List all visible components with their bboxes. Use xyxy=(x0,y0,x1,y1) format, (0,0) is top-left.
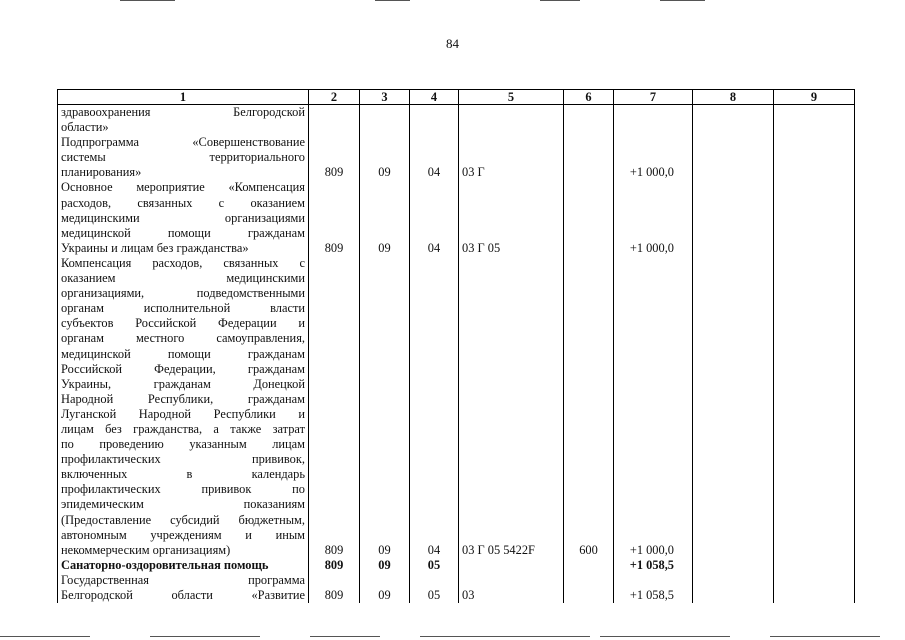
row-description xyxy=(58,135,309,180)
bottom-edge-line xyxy=(0,636,90,637)
page-number: 84 xyxy=(446,36,459,51)
section-code: 09 xyxy=(360,135,410,180)
amount-value: +1 058,5 xyxy=(614,573,693,603)
bottom-edge-line xyxy=(770,636,880,637)
column-9-value xyxy=(774,573,855,603)
target-article-code: 03 Г 05 5422F xyxy=(459,256,564,558)
column-header: 9 xyxy=(774,90,855,105)
column-8-value xyxy=(693,105,774,136)
subsection-code: 05 xyxy=(410,558,459,573)
target-article-code xyxy=(459,558,564,573)
description-line: Государственная программа xyxy=(61,572,305,587)
glavnyj-code: 809 xyxy=(309,135,360,180)
subsection-code: 04 xyxy=(410,135,459,180)
glavnyj-code: 809 xyxy=(309,256,360,558)
column-header: 6 xyxy=(564,90,614,105)
description-line: Российской Федерации, гражданам xyxy=(61,361,305,376)
table-row xyxy=(58,105,855,136)
description-line: области» xyxy=(61,120,109,135)
bottom-edge-line xyxy=(420,636,590,637)
table-row xyxy=(58,256,855,558)
target-article-code: 03 Г 05 xyxy=(459,180,564,255)
column-9-value xyxy=(774,135,855,180)
row-description xyxy=(58,573,309,603)
description-line: медицинскими организациями xyxy=(61,210,305,225)
description-line: лицам без гражданства, а также затрат xyxy=(61,421,305,436)
description-line: Санаторно-оздоровительная помощь xyxy=(61,557,269,572)
top-edge-line xyxy=(540,0,580,1)
column-9-value xyxy=(774,180,855,255)
top-edge-line xyxy=(660,0,705,1)
description-line: эпидемическим показаниям xyxy=(61,497,305,512)
section-code: 09 xyxy=(360,256,410,558)
column-9-value xyxy=(774,105,855,136)
description-line: по проведению указанным лицам xyxy=(61,437,305,452)
column-9-value xyxy=(774,558,855,573)
amount-value: +1 000,0 xyxy=(614,135,693,180)
description-line: профилактических прививок по xyxy=(61,482,305,497)
description-line: включенных в календарь xyxy=(61,467,305,482)
row-description xyxy=(58,558,309,573)
row-description xyxy=(58,105,309,136)
description-line: оказанием медицинскими xyxy=(61,271,305,286)
bottom-edge-line xyxy=(600,636,730,637)
budget-table xyxy=(57,89,855,603)
top-edge-line xyxy=(375,0,410,1)
subsection-code: 04 xyxy=(410,256,459,558)
table-row xyxy=(58,180,855,255)
expense-type-code xyxy=(564,558,614,573)
glavnyj-code: 809 xyxy=(309,180,360,255)
expense-type-code xyxy=(564,105,614,136)
description-line: здравоохранения Белгородской xyxy=(61,105,305,119)
description-line: медицинской помощи гражданам xyxy=(61,225,305,240)
description-line: Украины и лицам без гражданства» xyxy=(61,240,249,255)
column-header: 7 xyxy=(614,90,693,105)
description-line: органам местного самоуправления, xyxy=(61,331,305,346)
section-code: 09 xyxy=(360,180,410,255)
column-header: 2 xyxy=(309,90,360,105)
bottom-edge-line xyxy=(310,636,380,637)
expense-type-code xyxy=(564,135,614,180)
description-line: Народной Республики, гражданам xyxy=(61,391,305,406)
description-line: (Предоставление субсидий бюджетным, xyxy=(61,512,305,527)
description-line: профилактических прививок, xyxy=(61,452,305,467)
description-line: Белгородской области «Развитие xyxy=(61,588,305,602)
row-description xyxy=(58,180,309,255)
glavnyj-code xyxy=(309,105,360,136)
row-description xyxy=(58,256,309,558)
table-row xyxy=(58,135,855,180)
bottom-edge-line xyxy=(150,636,260,637)
description-line: Украины, гражданам Донецкой xyxy=(61,376,305,391)
column-8-value xyxy=(693,558,774,573)
glavnyj-code: 809 xyxy=(309,558,360,573)
table-row xyxy=(58,558,855,573)
column-8-value xyxy=(693,135,774,180)
subsection-code xyxy=(410,105,459,136)
amount-value xyxy=(614,105,693,136)
description-line: расходов, связанных с оказанием xyxy=(61,195,305,210)
subsection-code: 04 xyxy=(410,180,459,255)
subsection-code: 05 xyxy=(410,573,459,603)
column-header: 1 xyxy=(58,90,309,105)
expense-type-code xyxy=(564,573,614,603)
table-row xyxy=(58,573,855,603)
description-line: Подпрограмма «Совершенствование xyxy=(61,135,305,150)
column-9-value xyxy=(774,256,855,558)
column-header: 3 xyxy=(360,90,410,105)
column-8-value xyxy=(693,256,774,558)
target-article-code: 03 Г xyxy=(459,135,564,180)
description-line: органам исполнительной власти xyxy=(61,301,305,316)
description-line: организациями, подведомственными xyxy=(61,286,305,301)
description-line: некоммерческим организациям) xyxy=(61,542,231,557)
amount-value: +1 000,0 xyxy=(614,180,693,255)
target-article-code xyxy=(459,105,564,136)
section-code xyxy=(360,105,410,136)
description-line: Основное мероприятие «Компенсация xyxy=(61,180,305,195)
expense-type-code xyxy=(564,180,614,255)
description-line: автономным учреждениям и иным xyxy=(61,527,305,542)
column-8-value xyxy=(693,573,774,603)
header-row xyxy=(58,90,855,105)
description-line: Луганской Народной Республики и xyxy=(61,406,305,421)
description-line: Компенсация расходов, связанных с xyxy=(61,255,305,270)
column-header: 8 xyxy=(693,90,774,105)
expense-type-code: 600 xyxy=(564,256,614,558)
column-header: 5 xyxy=(459,90,564,105)
top-edge-line xyxy=(120,0,175,1)
glavnyj-code: 809 xyxy=(309,573,360,603)
column-8-value xyxy=(693,180,774,255)
description-line: планирования» xyxy=(61,165,142,180)
column-header: 4 xyxy=(410,90,459,105)
amount-value: +1 058,5 xyxy=(614,558,693,573)
description-line: медицинской помощи гражданам xyxy=(61,346,305,361)
section-code: 09 xyxy=(360,558,410,573)
target-article-code: 03 xyxy=(459,573,564,603)
amount-value: +1 000,0 xyxy=(614,256,693,558)
section-code: 09 xyxy=(360,573,410,603)
description-line: системы территориального xyxy=(61,150,305,165)
description-line: субъектов Российской Федерации и xyxy=(61,316,305,331)
